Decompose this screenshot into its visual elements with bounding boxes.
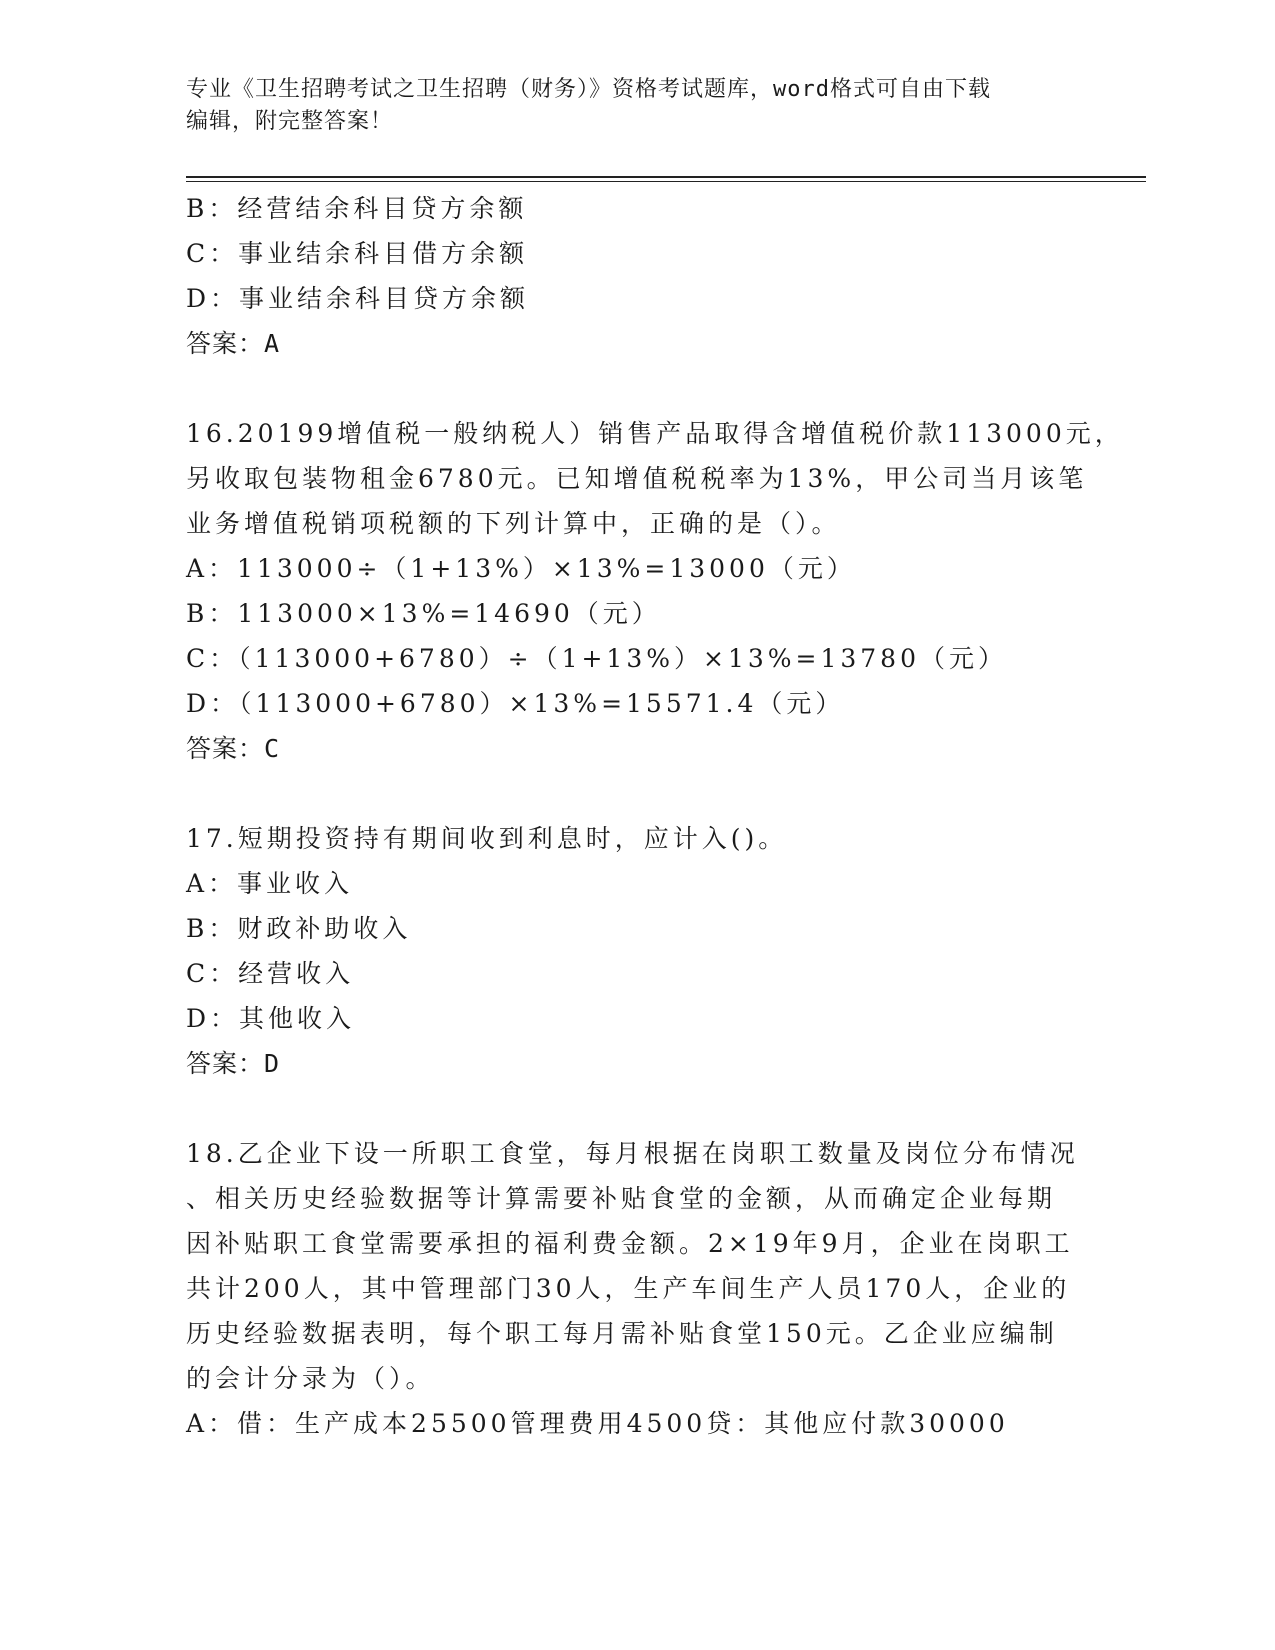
answer-line: 答案：D <box>186 1049 281 1078</box>
question-stem-line: 共计200人，其中管理部门30人，生产车间生产人员170人，企业的 <box>186 1274 1071 1303</box>
question-17 <box>186 816 1086 1086</box>
option-a: A：事业收入 <box>186 869 354 898</box>
answer-line: 答案：C <box>186 734 281 763</box>
question-stem-line: 历史经验数据表明，每个职工每月需补贴食堂150元。乙企业应编制 <box>186 1319 1058 1348</box>
question-18 <box>186 1131 1086 1446</box>
option-d: D：事业结余科目贷方余额 <box>186 284 530 313</box>
option-b: B：财政补助收入 <box>186 914 412 943</box>
question-16 <box>186 411 1124 771</box>
spacer <box>186 771 1086 816</box>
option-b: B：113000×13%=14690（元） <box>186 599 661 628</box>
question-stem-line: 另收取包装物租金6780元。已知增值税税率为13%，甲公司当月该笔 <box>186 464 1088 493</box>
question-stem-line: 的会计分录为（）。 <box>186 1364 435 1393</box>
question-content <box>186 186 1124 1446</box>
header-line-1: 专业《卫生招聘考试之卫生招聘（财务）》资格考试题库，word格式可自由下载 <box>186 77 991 102</box>
question-stem-line: 18.乙企业下设一所职工食堂，每月根据在岗职工数量及岗位分布情况 <box>186 1139 1079 1168</box>
question-stem-line: 业务增值税销项税额的下列计算中，正确的是（）。 <box>186 509 841 538</box>
option-b: B：经营结余科目贷方余额 <box>186 194 528 223</box>
header-line-2: 编辑，附完整答案！ <box>186 109 394 134</box>
option-a: A：借：生产成本25500管理费用4500贷：其他应付款30000 <box>186 1409 1009 1438</box>
spacer <box>186 1086 1086 1131</box>
answer-line: 答案：A <box>186 329 281 358</box>
document-header <box>186 74 1066 138</box>
question-stem-line: 16.20199增值税一般纳税人）销售产品取得含增值税价款113000元， <box>186 419 1124 448</box>
option-c: C：（113000+6780）÷（1+13%）×13%=13780（元） <box>186 644 1007 673</box>
question-stem-line: 、相关历史经验数据等计算需要补贴食堂的金额，从而确定企业每期 <box>186 1184 1057 1213</box>
option-d: D：（113000+6780）×13%=15571.4（元） <box>186 689 845 718</box>
option-c: C：经营收入 <box>186 959 355 988</box>
option-a: A：113000÷（1+13%）×13%=13000（元） <box>186 554 856 583</box>
option-d: D：其他收入 <box>186 1004 356 1033</box>
spacer <box>186 366 1086 411</box>
header-divider-thick <box>186 176 1146 178</box>
option-c: C：事业结余科目借方余额 <box>186 239 529 268</box>
question-stem-line: 17.短期投资持有期间收到利息时，应计入()。 <box>186 824 788 853</box>
header-divider-thin <box>186 181 1146 182</box>
question-15-tail <box>186 186 1086 366</box>
question-stem-line: 因补贴职工食堂需要承担的福利费金额。2×19年9月，企业在岗职工 <box>186 1229 1074 1258</box>
